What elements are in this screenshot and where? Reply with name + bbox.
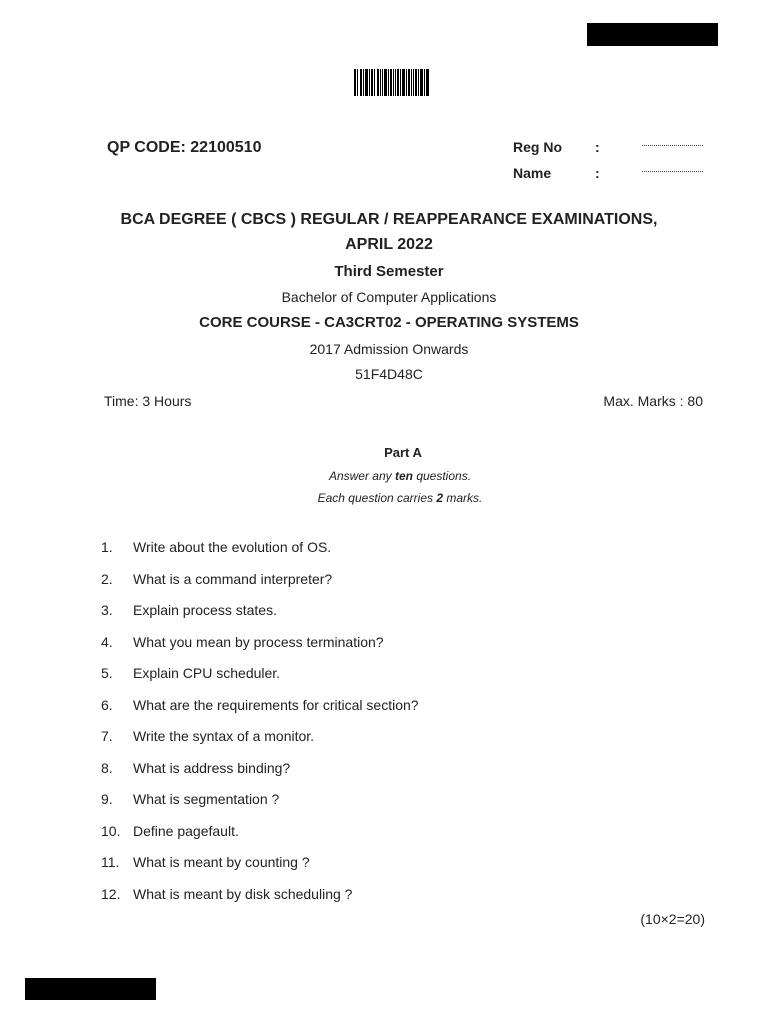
question-number: 5. (101, 665, 113, 681)
question-item (101, 571, 721, 603)
reg-no-label: Reg No (513, 139, 562, 155)
course-title: CORE COURSE - CA3CRT02 - OPERATING SYSTEMS (199, 314, 579, 331)
exam-title-line2: APRIL 2022 (345, 236, 433, 253)
reg-no-colon: : (595, 139, 600, 155)
exam-title-line1: BCA DEGREE ( CBCS ) REGULAR / REAPPEARANCE EXAMINATIONS, (120, 211, 658, 228)
part-a-instruction-1 (0, 469, 768, 483)
question-text: Define pagefault. (133, 822, 239, 839)
name-label: Name (513, 165, 552, 181)
instruction-text: questions. (412, 469, 472, 483)
question-number: 12. (101, 885, 121, 902)
question-text: Explain CPU scheduler. (133, 665, 281, 681)
question-item (101, 728, 721, 760)
paper-code: 51F4D48C (355, 366, 423, 382)
question-number: 6. (101, 696, 113, 713)
question-text: What is meant by counting ? (133, 854, 310, 870)
question-number: 10. (101, 822, 121, 839)
qp-code: QP CODE: 22100510 (107, 139, 262, 156)
question-item (101, 791, 721, 823)
part-a-total-marks: (10×2=20) (640, 911, 705, 927)
question-text: What you mean by process termination? (133, 633, 384, 650)
question-list (101, 539, 721, 917)
part-a-heading: Part A (384, 445, 422, 460)
name-colon: : (595, 165, 600, 181)
exam-time: Time: 3 Hours (104, 393, 192, 409)
admission: 2017 Admission Onwards (309, 341, 469, 357)
redaction-bar-top (587, 23, 718, 46)
question-text: Write about the evolution of OS. (133, 539, 332, 555)
question-text: What is address binding? (133, 759, 291, 776)
part-a-instruction-2 (0, 491, 768, 505)
question-text: What is a command interpreter? (133, 570, 333, 587)
semester: Third Semester (334, 263, 444, 280)
max-marks: Max. Marks : 80 (603, 393, 703, 409)
instruction-text: marks. (443, 491, 483, 505)
question-number: 8. (101, 759, 113, 776)
program: Bachelor of Computer Applications (281, 289, 497, 305)
question-number: 1. (101, 539, 113, 555)
name-blank (642, 171, 703, 172)
question-text: Explain process states. (133, 602, 277, 618)
instruction-text: Answer any (328, 469, 395, 483)
reg-no-blank (642, 145, 703, 146)
question-item (101, 697, 721, 729)
question-number: 9. (101, 791, 113, 807)
question-number: 7. (101, 728, 113, 744)
question-number: 2. (101, 570, 113, 587)
question-item (101, 823, 721, 855)
question-text: What is segmentation ? (133, 791, 280, 807)
question-item (101, 602, 721, 634)
question-item (101, 854, 721, 886)
question-number: 11. (101, 854, 120, 870)
question-item (101, 760, 721, 792)
instruction-emphasis: 2 (436, 491, 444, 505)
question-number: 4. (101, 633, 113, 650)
question-text: What is meant by disk scheduling ? (133, 885, 353, 902)
question-item (101, 886, 721, 918)
question-number: 3. (101, 602, 113, 618)
barcode (354, 69, 429, 96)
question-text: What are the requirements for critical section? (133, 696, 419, 713)
question-text: Write the syntax of a monitor. (133, 728, 315, 744)
instruction-text: Each question carries (317, 491, 437, 505)
question-item (101, 539, 721, 571)
question-item (101, 665, 721, 697)
instruction-emphasis: ten (394, 469, 413, 483)
redaction-bar-bottom (25, 978, 156, 1000)
question-item (101, 634, 721, 666)
